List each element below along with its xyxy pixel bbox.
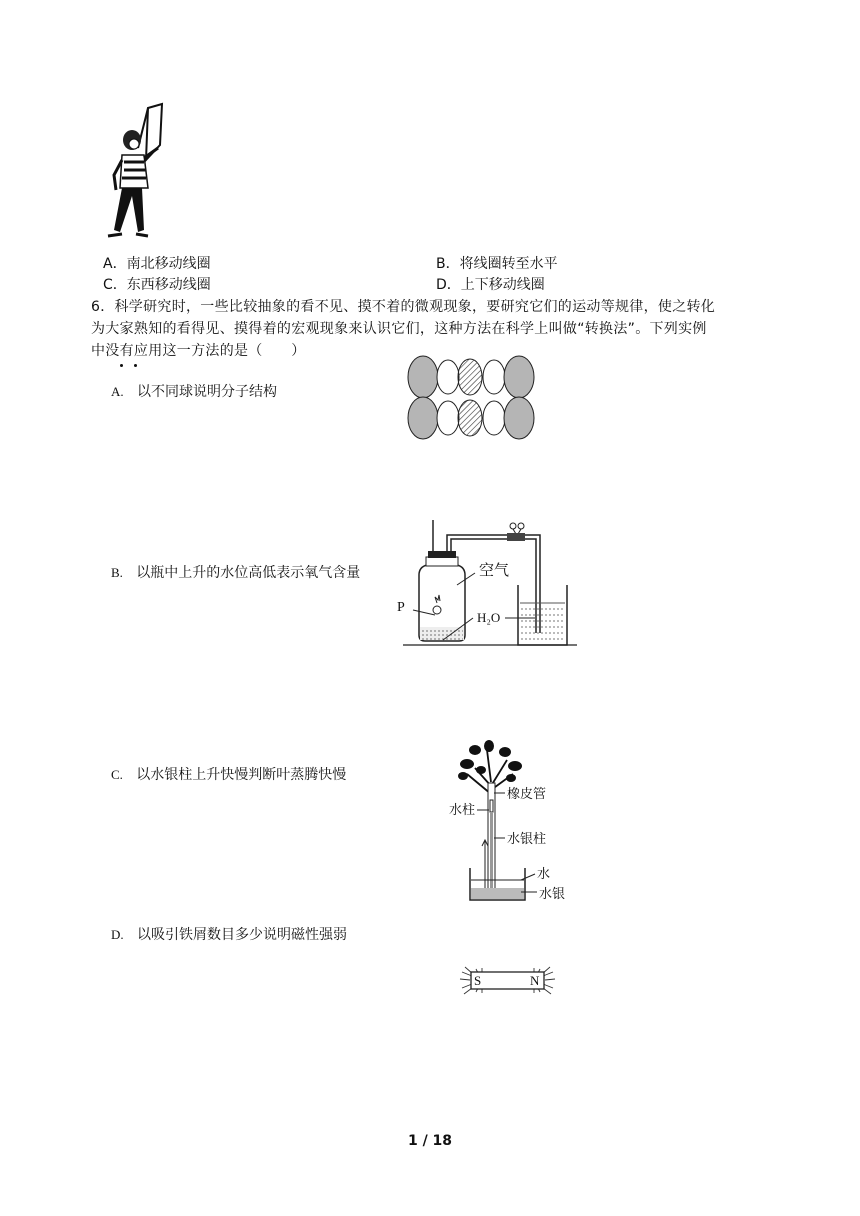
label-p: P <box>397 600 405 615</box>
option-label: A. <box>111 384 124 399</box>
q6-option-c <box>111 764 346 786</box>
q6-line-2: 为大家熟知的看得见、摸得着的宏观现象来认识它们，这种方法在科学上叫做“转换法”。下列实例 <box>91 321 707 337</box>
person-with-coil-figure <box>100 100 170 245</box>
option-text: 以瓶中上升的水位高低表示氧气含量 <box>136 565 361 581</box>
label-water: H₂O <box>477 610 501 625</box>
emphasis-dot <box>134 364 137 367</box>
q6-option-a <box>111 381 277 403</box>
label-south-pole: S <box>474 973 482 988</box>
option-text: 以不同球说明分子结构 <box>137 384 277 400</box>
q6-line-1: 6．科学研究时，一些比较抽象的看不见、摸不着的微观现象，要研究它们的运动等规律，使之转化 <box>91 299 716 315</box>
label-air: 空气 <box>479 561 510 579</box>
option-text: 以水银柱上升快慢判断叶蒸腾快慢 <box>136 767 347 783</box>
label-water-column: 水柱 <box>449 803 476 818</box>
option-label: B. <box>111 565 123 580</box>
bar-magnet-figure <box>460 964 555 998</box>
label-rubber-tube: 橡皮管 <box>507 787 547 802</box>
transpiration-apparatus-figure <box>445 738 580 906</box>
page-number: 1 / 18 <box>407 1133 453 1149</box>
q5-option-c: C．东西移动线圈 <box>103 277 211 293</box>
label-water: 水 <box>537 867 551 882</box>
label-north-pole: N <box>530 973 540 988</box>
q6-line-3: 中没有应用这一方法的是（ ） <box>91 343 306 359</box>
q6-option-d <box>111 924 347 946</box>
label-mercury-column: 水银柱 <box>507 832 547 847</box>
molecule-spheres-figure <box>405 355 537 441</box>
emphasis-dot <box>120 364 123 367</box>
q5-option-a: A．南北移动线圈 <box>103 256 211 272</box>
q6-option-b <box>111 562 360 584</box>
option-text: 以吸引铁屑数目多少说明磁性强弱 <box>137 927 347 943</box>
option-label: D. <box>111 927 124 942</box>
oxygen-content-apparatus-figure <box>395 515 580 650</box>
option-label: C. <box>111 767 123 782</box>
q5-option-b: B．将线圈转至水平 <box>436 256 558 272</box>
label-mercury: 水银 <box>539 887 566 902</box>
q5-option-d: D．上下移动线圈 <box>436 277 545 293</box>
